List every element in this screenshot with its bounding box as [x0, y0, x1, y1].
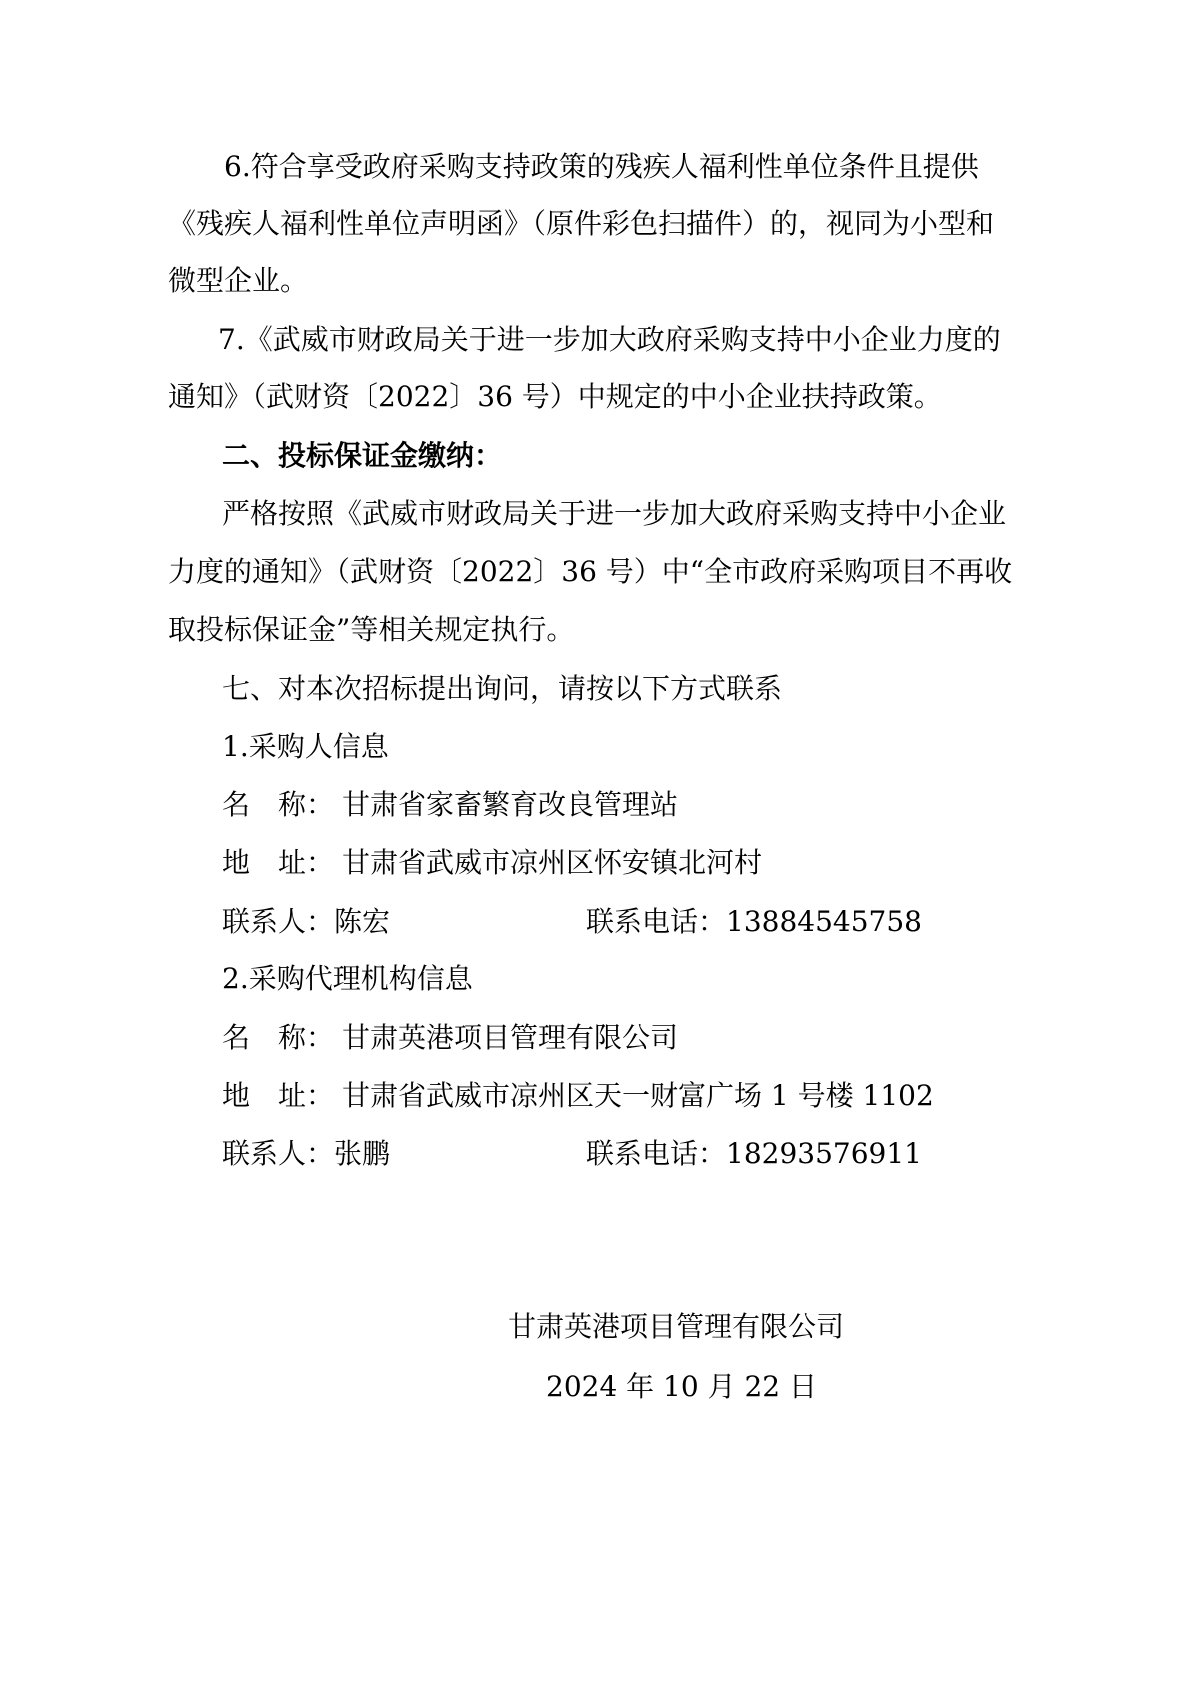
- agency-name-value: 甘肃英港项目管理有限公司: [342, 1021, 679, 1054]
- paragraph-7-line-1: 7.《武威市财政局关于进一步加大政府采购支持中小企业力度的: [218, 323, 1001, 356]
- signature-date: 2024 年 10 月 22 日: [546, 1370, 818, 1403]
- agency-address-label: 地 址：: [222, 1079, 335, 1112]
- paragraph-6-line-3: 微型企业。: [168, 264, 309, 297]
- purchaser-title: 1.采购人信息: [222, 730, 389, 763]
- purchaser-contact-row: [222, 903, 390, 941]
- agency-address-value: 甘肃省武威市凉州区天一财富广场 1 号楼 1102: [342, 1079, 934, 1112]
- deposit-line-1: 严格按照《武威市财政局关于进一步加大政府采购支持中小企业: [222, 497, 1007, 530]
- signature-company: 甘肃英港项目管理有限公司: [508, 1310, 845, 1343]
- agency-name-label: 名 称：: [222, 1021, 335, 1054]
- agency-phone-row: [586, 1135, 922, 1173]
- purchaser-name-row: [222, 786, 678, 824]
- deposit-line-2: 力度的通知》（武财资〔2022〕36 号）中“全市政府采购项目不再收: [168, 555, 1013, 588]
- purchaser-phone-label: 联系电话：: [586, 905, 727, 938]
- agency-name-row: [222, 1019, 678, 1057]
- agency-contact-row: [222, 1135, 390, 1173]
- agency-phone-label: 联系电话：: [586, 1137, 727, 1170]
- agency-contact-value: 张鹏: [334, 1137, 391, 1170]
- purchaser-address-value: 甘肃省武威市凉州区怀安镇北河村: [342, 846, 763, 879]
- contact-heading: 七、对本次招标提出询问，请按以下方式联系: [222, 672, 783, 705]
- paragraph-6-line-1: 6.符合享受政府采购支持政策的残疾人福利性单位条件且提供: [224, 150, 979, 183]
- agency-contact-label: 联系人：: [222, 1137, 335, 1170]
- purchaser-contact-label: 联系人：: [222, 905, 335, 938]
- purchaser-address-label: 地 址：: [222, 846, 335, 879]
- paragraph-6-line-2: 《残疾人福利性单位声明函》（原件彩色扫描件）的，视同为小型和: [168, 207, 995, 240]
- deposit-line-3: 取投标保证金”等相关规定执行。: [168, 613, 575, 646]
- purchaser-phone-value: 13884545758: [726, 905, 922, 938]
- purchaser-address-row: [222, 844, 762, 882]
- purchaser-name-value: 甘肃省家畜繁育改良管理站: [342, 788, 679, 821]
- agency-phone-value: 18293576911: [726, 1137, 922, 1170]
- purchaser-name-label: 名 称：: [222, 788, 335, 821]
- purchaser-contact-value: 陈宏: [334, 905, 391, 938]
- purchaser-phone-row: [586, 903, 922, 941]
- agency-title: 2.采购代理机构信息: [222, 962, 473, 995]
- paragraph-7-line-2: 通知》（武财资〔2022〕36 号）中规定的中小企业扶持政策。: [168, 380, 942, 413]
- deposit-heading: 二、投标保证金缴纳：: [222, 439, 503, 472]
- agency-address-row: [222, 1077, 934, 1115]
